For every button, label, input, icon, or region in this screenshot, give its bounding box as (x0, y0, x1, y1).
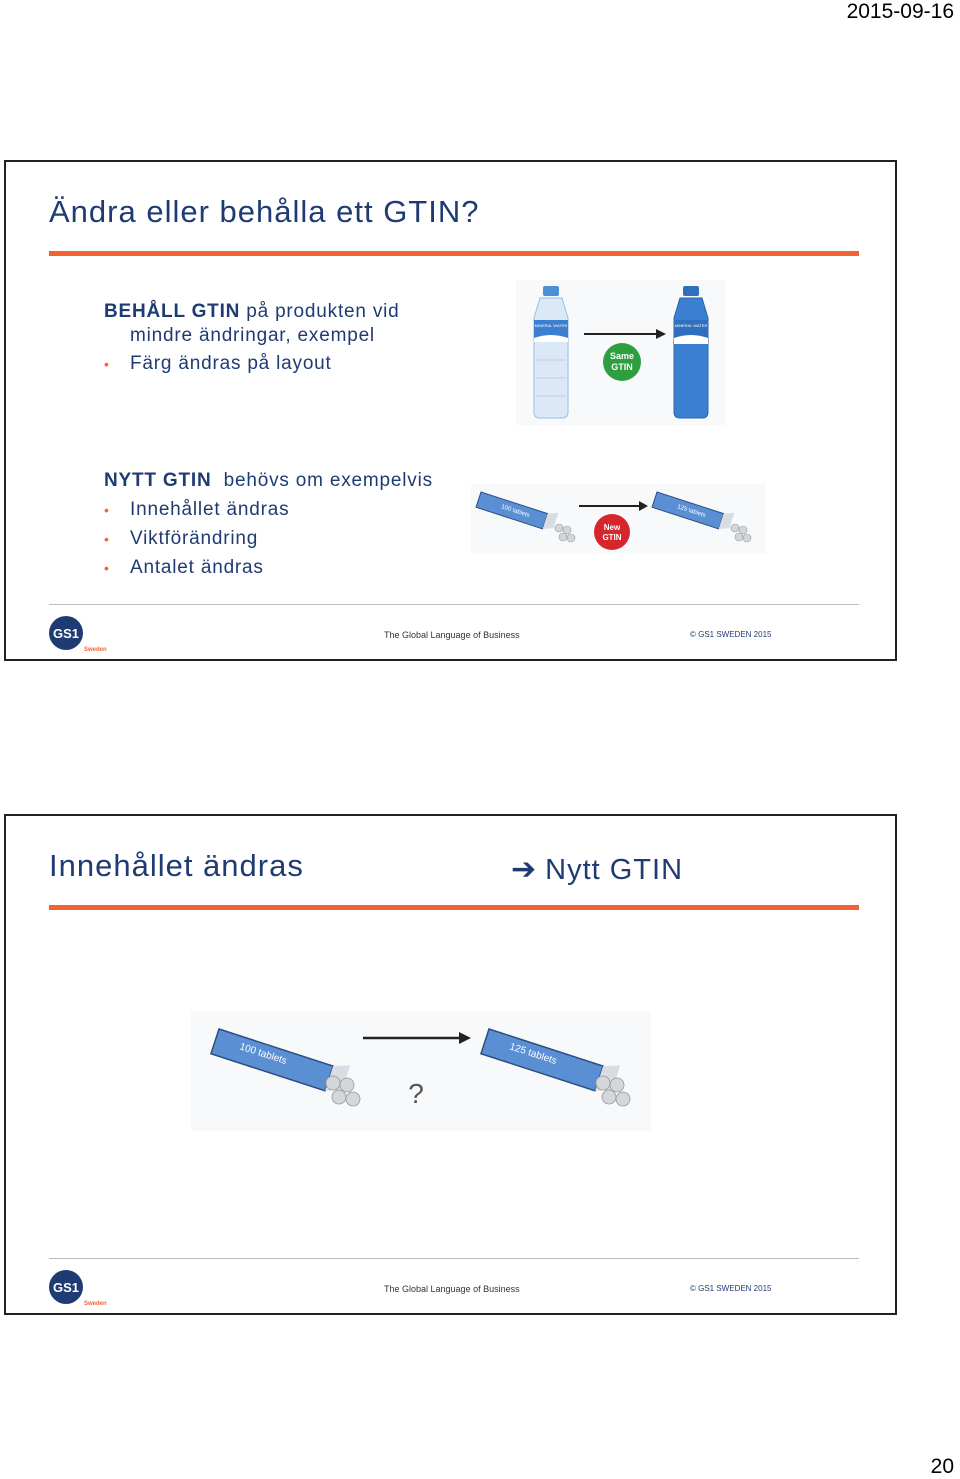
svg-text:GS1: GS1 (52, 1280, 80, 1295)
keep-gtin-text (104, 300, 400, 376)
svg-text:Sweden: Sweden (84, 647, 107, 653)
new-gtin-lead-rest: behövs om exempelvis (211, 470, 433, 491)
list-item: • Antalet ändras (104, 557, 264, 578)
footer-tagline: The Global Language of Business (384, 630, 520, 640)
slide-title: Innehållet ändras (49, 848, 304, 883)
gs1-logo-icon (46, 614, 116, 654)
list-item: • Färg ändras på layout (104, 353, 332, 374)
slide-subtitle: ➔ Nytt GTIN (511, 853, 684, 886)
new-gtin-text (104, 469, 433, 580)
footer-rule (49, 604, 859, 605)
footer-tagline: The Global Language of Business (384, 1284, 520, 1294)
svg-text:100 tablets: 100 tablets (500, 504, 531, 519)
svg-text:GTIN: GTIN (602, 533, 622, 542)
svg-text:Sweden: Sweden (84, 1301, 107, 1307)
page-date: 2015-09-16 (846, 0, 954, 23)
slide-1 (4, 160, 897, 661)
svg-text:New: New (603, 523, 621, 532)
keep-gtin-continuation: mindre ändringar, exempel (130, 325, 375, 346)
bottle-clear-icon (534, 286, 568, 418)
title-underline (49, 905, 859, 910)
bullet-icon: • (104, 560, 110, 576)
list-item: • Innehållet ändras (104, 499, 290, 520)
title-underline (49, 251, 859, 256)
slide-title: Ändra eller behålla ett GTIN? (49, 194, 480, 229)
gs1-logo-icon (46, 1268, 116, 1308)
bullet-icon: • (104, 531, 110, 547)
page-number: 20 (930, 1455, 954, 1478)
footer-copyright: © GS1 SWEDEN 2015 (690, 630, 772, 639)
bullet-icon: • (104, 502, 110, 518)
bottle-label-right: MINERAL WATER (674, 323, 708, 328)
list-item: • Viktförändring (104, 528, 259, 549)
tablet-boxes-large-illustration (191, 1011, 651, 1131)
tablet-boxes-illustration (471, 484, 766, 554)
svg-text:125 tablets: 125 tablets (508, 1041, 559, 1067)
footer-rule (49, 1258, 859, 1259)
new-gtin-lead: NYTT GTIN (104, 470, 212, 491)
keep-gtin-lead: BEHÅLL GTIN (104, 301, 241, 322)
new-gtin-badge (594, 514, 630, 550)
svg-text:100 tablets: 100 tablets (238, 1041, 289, 1067)
bottle-label-left: MINERAL WATER (534, 323, 568, 328)
bullet-icon: • (104, 356, 110, 372)
right-arrow-icon: ➔ (511, 853, 538, 886)
footer-copyright: © GS1 SWEDEN 2015 (690, 1284, 772, 1293)
keep-gtin-lead-rest: på produkten vid (240, 301, 400, 322)
bottles-illustration (516, 280, 726, 425)
bottle-blue-icon (674, 286, 708, 418)
svg-text:125 tablets: 125 tablets (676, 504, 707, 519)
svg-text:Same: Same (609, 351, 635, 361)
question-mark: ? (408, 1078, 424, 1109)
same-gtin-badge (603, 343, 641, 381)
slide-2 (4, 814, 897, 1315)
svg-text:GTIN: GTIN (611, 362, 633, 372)
svg-text:GS1: GS1 (52, 626, 80, 641)
